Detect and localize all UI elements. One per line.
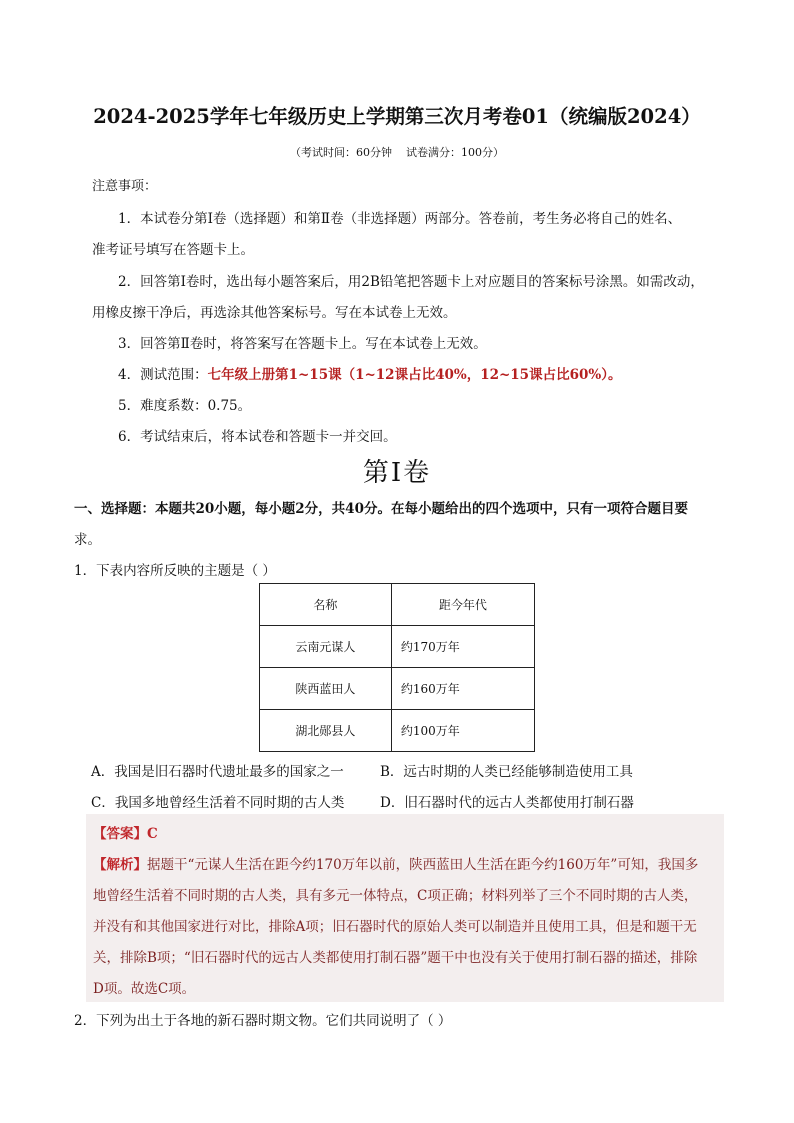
table-cell-age: 约100万年 [391,710,534,752]
analysis-text-1: 据题干“元谋人生活在距今约170万年以前，陕西蓝田人生活在距今约160万年”可知，我国多 [147,857,699,873]
exam-title: 2024-2025学年七年级历史上学期第三次月考卷01（统编版2024） [93,105,701,128]
exam-subtitle: （考试时间：60分钟 试卷满分：100分） [290,146,504,159]
analysis-line-3: 并没有和其他国家进行对比，排除A项；旧石器时代的原始人类可以制造并且使用工具，但是和题干无 [93,919,697,935]
question-2-stem: 2．下列为出土于各地的新石器时期文物。它们共同说明了（ ） [74,1013,452,1029]
analysis-line-4: 关，排除B项；“旧石器时代的远古人类都使用打制石器”题干中也没有关于使用打制石器的描述，排除 [93,950,698,966]
option-d: D．旧石器时代的远古人类都使用打制石器 [380,795,634,811]
table-cell-name: 陕西蓝田人 [260,668,392,710]
note-5: 5．难度系数：0.75。 [118,398,252,414]
note-2-line-1: 2．回答第Ⅰ卷时，选出每小题答案后，用2B铅笔把答题卡上对应题目的答案标号涂黑。如需改动， [118,274,704,290]
table-row [260,668,535,710]
table-cell-name: 云南元谋人 [260,626,392,668]
part-instructions-text: 一、选择题：本题共20小题，每小题2分，共40分。在每小题给出的四个选项中，只有一项符合题目要 [74,501,688,517]
note-1-line-2: 准考证号填写在答题卡上。 [92,242,254,258]
note-6: 6．考试结束后，将本试卷和答题卡一并交回。 [118,429,397,445]
note-4-prefix: 4．测试范围： [118,367,208,383]
answer-analysis-box [86,814,724,1002]
option-a: A．我国是旧石器时代遗址最多的国家之一 [91,764,344,780]
notes-heading: 注意事项： [92,179,158,194]
section-title: 第Ⅰ卷 [362,458,432,488]
question-1-stem: 1．下表内容所反映的主题是（ ） [74,563,276,579]
part-instructions-line-2: 求。 [74,532,101,548]
note-4 [118,363,621,383]
table-row [260,710,535,752]
option-b: B．远古时期的人类已经能够制造使用工具 [380,764,633,780]
answer-line [93,822,158,842]
question-1-table [259,583,535,752]
table-header-age: 距今年代 [391,584,534,626]
answer-label: 【答案】 [93,826,147,842]
table-row [260,626,535,668]
note-3: 3．回答第Ⅱ卷时，将答案写在答题卡上。写在本试卷上无效。 [118,336,487,352]
table-cell-age: 约170万年 [391,626,534,668]
table-cell-name: 湖北郧县人 [260,710,392,752]
answer-value: C [147,826,158,842]
part-instructions-line-1 [74,497,688,517]
note-2-line-2: 用橡皮擦干净后，再选涂其他答案标号。写在本试卷上无效。 [92,305,457,321]
analysis-line-1 [93,853,698,873]
table-header-name: 名称 [260,584,392,626]
analysis-line-2: 地曾经生活着不同时期的古人类，具有多元一体特点，C项正确；材料列举了三个不同时期的古人类， [93,888,698,904]
table-header-row [260,584,535,626]
table-cell-age: 约160万年 [391,668,534,710]
analysis-line-5: D项。故选C项。 [93,981,196,997]
analysis-label: 【解析】 [93,857,147,873]
note-1-line-1: 1．本试卷分第Ⅰ卷（选择题）和第Ⅱ卷（非选择题）两部分。答卷前，考生务必将自己的姓名、 [118,211,682,227]
option-c: C．我国多地曾经生活着不同时期的古人类 [91,795,345,811]
note-4-scope: 七年级上册第1~15课（1~12课占比40%，12~15课占比60%）。 [207,367,622,383]
